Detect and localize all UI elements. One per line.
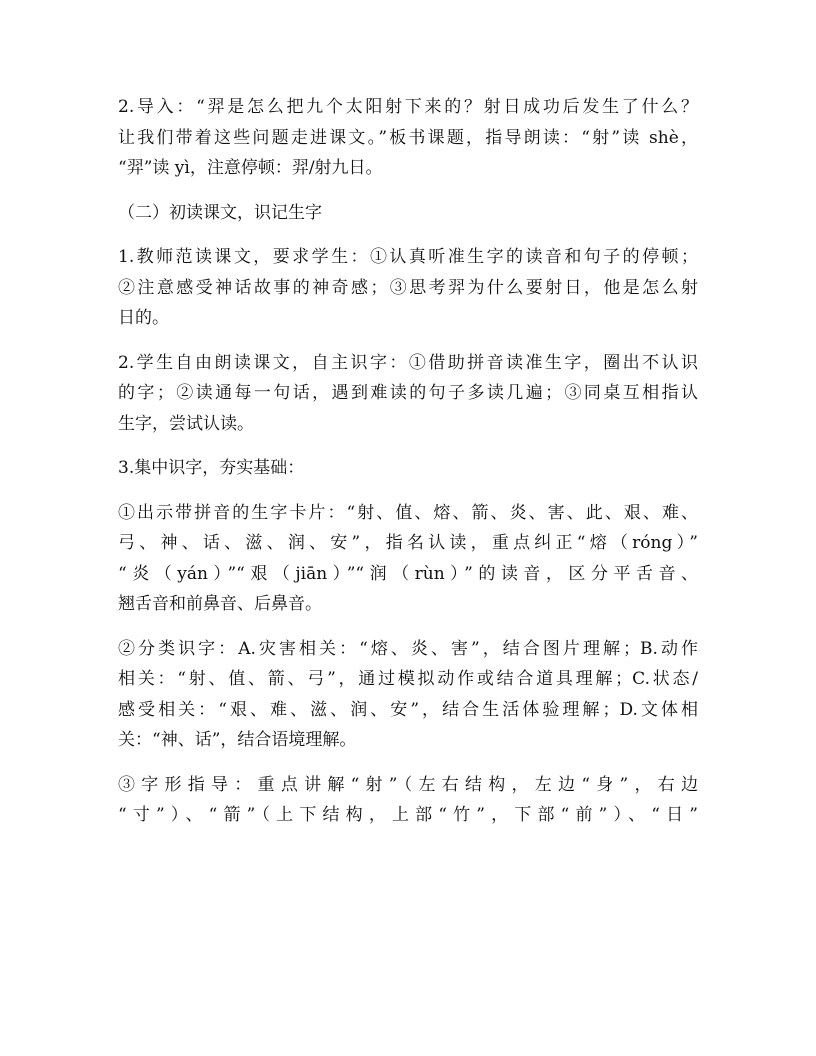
paragraph-focused-literacy — [118, 453, 698, 484]
document-body — [118, 92, 698, 845]
paragraph-teacher-reading — [118, 242, 698, 334]
text-line: “羿”读 yì，注意停顿：羿/射九日。 — [118, 158, 383, 178]
text-line: 的字；②读通每一句话，遇到难读的句子多读几遍；③同桌互相指认 — [118, 383, 698, 403]
text-line: 弓、神、话、滋、润、安”，指名认读，重点纠正“熔（róng）” — [118, 533, 698, 553]
text-line: ②分类识字：A.灾害相关：“熔、炎、害”，结合图片理解；B.动作 — [118, 638, 698, 659]
paragraph-glyph-guidance — [118, 770, 698, 831]
paragraph-student-reading — [118, 348, 698, 440]
text-line: 翘舌音和前鼻音、后鼻音。 — [118, 594, 322, 614]
text-line: ②注意感受神话故事的神奇感；③思考羿为什么要射日，他是怎么射 — [118, 277, 698, 298]
text-line: 相关：“射、值、箭、弓”，通过模拟动作或结合道具理解；C.状态/ — [118, 669, 698, 689]
paragraph-word-cards — [118, 498, 698, 620]
text-line: 3.集中识字，夯实基础： — [118, 458, 305, 478]
text-line: “炎（yán）”“艰（jiān）”“润（rùn）”的读音，区分平舌音、 — [118, 563, 698, 584]
text-line: 关：“神、话”，结合语境理解。 — [118, 730, 357, 750]
text-line: 感受相关：“艰、难、滋、润、安”，结合生活体验理解；D.文体相 — [118, 699, 698, 720]
text-line: ③字形指导：重点讲解“射”（左右结构，左边“身”，右边 — [118, 774, 698, 795]
text-line: （二）初读课文，识记生字 — [118, 202, 322, 223]
text-line: ①出示带拼音的生字卡片：“射、值、熔、箭、炎、害、此、艰、难、 — [118, 502, 698, 523]
paragraph-introduction — [118, 92, 698, 184]
text-line: 日的。 — [118, 308, 169, 328]
text-line: 2.导入：“羿是怎么把九个太阳射下来的？射日成功后发生了什么？ — [118, 97, 698, 117]
text-line: “寸”）、“箭”（上下结构，上部“竹”，下部“前”）、“日” — [118, 805, 698, 825]
text-line: 让我们带着这些问题走进课文。”板书课题，指导朗读：“射”读 shè， — [118, 127, 698, 148]
section-heading — [118, 198, 698, 229]
text-line: 1.教师范读课文，要求学生：①认真听准生字的读音和句子的停顿； — [118, 247, 698, 267]
paragraph-classified-literacy — [118, 634, 698, 756]
text-line: 生字，尝试认读。 — [118, 413, 254, 434]
text-line: 2.学生自由朗读课文，自主识字：①借助拼音读准生字，圈出不认识 — [118, 352, 698, 373]
